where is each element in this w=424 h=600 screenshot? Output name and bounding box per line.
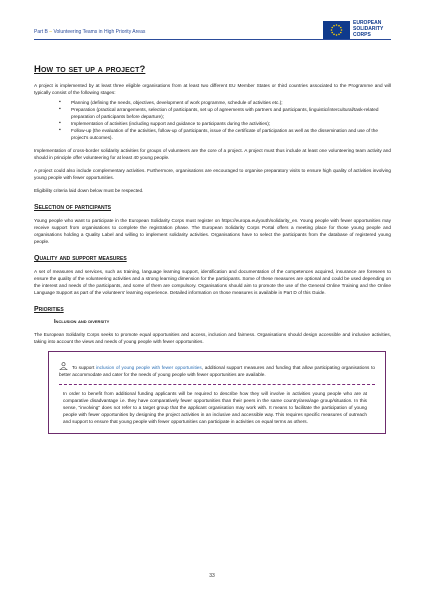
page-number: 33 [209, 573, 215, 579]
logo-wordmark: EUROPEAN SOLIDARITY CORPS [353, 20, 384, 38]
list-item: ▪ Implementation of activities (including support and guidance to participants during the activities); [34, 120, 391, 127]
running-header [34, 29, 145, 35]
inclusion-callout-box [48, 351, 386, 434]
section-title-quality: Quality and support measures [34, 255, 127, 262]
header-section: Volunteering Teams in High Priority Areas [53, 29, 146, 35]
list-item: ▪ Preparation (practical arrangements, selection of participants, set up of agreements with partners and participants, linguistic/intercultural/task-related preparation of participants before departure); [34, 106, 391, 120]
inclusion-link[interactable]: inclusion of young people with fewer opportunities [95, 365, 202, 370]
section-title-how: How to set up a project? [34, 64, 146, 75]
stages-list [34, 99, 391, 141]
paragraph: Young people who want to participate in the European Solidarity Corps must register on https://europa.eu/youth/solidarity_en. Young people with fewer opportunities may receive support from organisations to complete the registration phase. The European Solidarity Corps Portal offers a meeting place for those young people and organisations holding a Quality Label and willing to implement solidarity activities. Organisations have to select the participants from the database of registered young people. [34, 218, 391, 244]
callout-body [59, 384, 375, 425]
list-item: ▪ Planning (defining the needs, objectives, development of work programme, schedule of activities etc.); [34, 99, 391, 106]
paragraph: A set of measures and services, such as training, language learning support, identification and documentation of the competences acquired, insurance are foreseen to ensure the quality of the volunteering activities and a strong learning dimension for the participants. Some of these measures are optional and could be used depending on the interest and needs of the participants, and some of them are compulsory. Organisations should aim to promote the use of the General Online Training and the Online Language Support as part of the volunteers' learning experience. Detailed information on those measures is available in Part D of this Guide. [34, 269, 391, 295]
paragraph: The European Solidarity Corps seeks to promote equal opportunities and access, inclusion and fairness. Organisations should design accessible and inclusive activities, taking into account the views and needs of young people with fewer opportunities. [34, 332, 391, 344]
list-item: ▪ Follow-up (the evaluation of the activities, follow-up of participants, issue of the certificate of participation as well as the dissemination and use of the project's outcomes). [34, 127, 391, 141]
header-separator: – [47, 29, 54, 35]
callout-lead: To support inclusion of young people with fewer opportunities, additional support measures and funding that allow participating organisations to better accommodate and cater for the needs of young people with fewer opportunities are available. [59, 362, 375, 378]
eu-flag-icon [323, 21, 350, 39]
section-title-priorities: Priorities [34, 306, 64, 313]
paragraph: A project could also include complementary activities. Furthermore, organisations are encouraged to organise preparatory visits to ensure high quality of activities involving young people with fewer opportunities. [34, 168, 391, 180]
main-content [34, 64, 391, 434]
header-rule [34, 39, 391, 40]
paragraph: In order to benefit from additional funding applicants will be required to describe how they will involve in activities young people who are at comparative disadvantage i.e. they have comparatively fewer opportunities than their peers in the same country/area/age group/situation. In this sense, "involving" does not refer to a target group that the applicant organisation may work with. It means to facilitate the participation of young people with fewer opportunities by designing the project activities in an inclusive and accessible way. This requires specific measures of outreach and support to ensure that young people with fewer opportunities can participate in activities on equal terms as others. [63, 391, 367, 424]
section-title-selection: Selection of participants [34, 204, 111, 211]
info-person-icon [59, 362, 68, 370]
paragraph: Implementation of cross-border solidarity activities for groups of volunteers are the core of a project. A project must thus include at least one volunteering team activity and should in principle offer volunteering for at least 40 young people. [34, 148, 391, 160]
subsection-title-inclusion: Inclusion and diversity [54, 319, 110, 325]
paragraph: A project is implemented by at least three eligible organisations from at least two different EU Member States or third countries associated to the Programme and will typically consist of the following stages: [34, 83, 391, 95]
paragraph: Eligibility criteria laid down below must be respected. [34, 188, 144, 193]
header-part: Part B [34, 29, 48, 35]
esc-logo [323, 20, 391, 41]
